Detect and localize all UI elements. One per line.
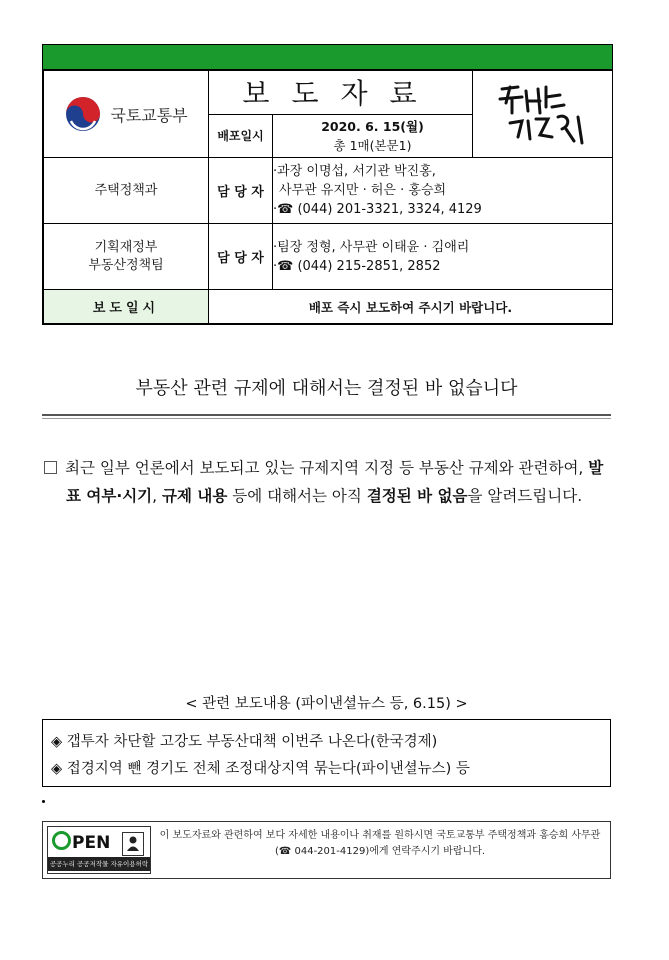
dept-line: 기획재정부 xyxy=(94,239,158,255)
distribution-label: 배포일시 xyxy=(209,114,273,158)
release-time-label: 보도일시 xyxy=(44,290,209,324)
body-text: 을 알려드립니다. xyxy=(467,487,583,505)
ministry-logo-cell xyxy=(44,71,209,158)
contact-line: ·팀장 정형, 사무관 이태윤 · 김애리 xyxy=(273,239,470,255)
distribution-pages: 총 1매(본문1) xyxy=(333,137,412,153)
related-news-item: ◈ 접경지역 뺀 경기도 전체 조정대상지역 묶는다(파이낸셜뉴스) 등 xyxy=(51,761,470,777)
ministry-name: 국토교통부 xyxy=(110,105,188,125)
body-bold: 결정된 바 없음 xyxy=(366,487,468,505)
related-news-title: < 관련 보도내용 (파이낸셜뉴스 등, 6.15) > xyxy=(185,696,468,712)
slogan-cell xyxy=(473,71,613,158)
headline: 부동산 관련 규제에 대해서는 결정된 바 없습니다 xyxy=(135,378,518,399)
open-license-badge xyxy=(47,826,151,874)
open-o-icon xyxy=(52,831,71,850)
body-bold: 발 xyxy=(588,459,604,477)
contact-moef xyxy=(273,224,613,290)
body-bold: 표 여부·시기 xyxy=(66,487,153,505)
release-notice: 배포 즉시 보도하여 주시기 바랍니다. xyxy=(209,290,613,324)
dept-housing-policy: 주택정책과 xyxy=(44,158,209,224)
doc-title: 보도자료 xyxy=(209,71,473,115)
header-table xyxy=(43,70,613,324)
manager-label: 담 당 자 xyxy=(209,224,273,290)
dept-line: 부동산정책팀 xyxy=(88,257,164,273)
distribution-value xyxy=(273,114,473,158)
ministry-emblem-icon xyxy=(64,95,102,133)
footer-contact-text: 이 보도자료와 관련하여 보다 자세한 내용이나 취재를 원하시면 국토교통부 주택정책과 홍승희 사무관(☎ 044-201-4129)에게 연락주시기 바랍니다. xyxy=(159,830,601,857)
headline-rule xyxy=(42,414,611,416)
body-paragraph xyxy=(44,454,609,510)
contact-housing-policy xyxy=(273,158,613,224)
checkbox-bullet-icon xyxy=(44,461,57,474)
body-text: 최근 일부 언론에서 보도되고 있는 규제지역 지정 등 부동산 규제와 관련하여, xyxy=(65,459,589,477)
distribution-date: 2020. 6. 15(월) xyxy=(321,118,424,134)
contact-line: 사무관 유지만 · 허은 · 홍승희 xyxy=(279,183,447,198)
contact-phone: ·☎ (044) 201-3321, 3324, 4129 xyxy=(273,202,482,217)
body-bold: 규제 내용 xyxy=(162,487,228,505)
open-license-subtext: 공공누리 공공저작물 자유이용허락 xyxy=(48,857,150,871)
header-green-bar xyxy=(43,45,612,70)
stray-dot xyxy=(42,800,45,803)
open-label: PEN xyxy=(72,833,111,853)
dept-moef-realestate xyxy=(44,224,209,290)
open-logo xyxy=(52,831,110,853)
press-release-header xyxy=(42,44,613,325)
related-news-item: ◈ 갭투자 차단할 고강도 부동산대책 이번주 나온다(한국경제) xyxy=(51,734,438,750)
manager-label: 담 당 자 xyxy=(209,158,273,224)
slogan-text: 힘내라 대한민국 xyxy=(487,77,495,78)
attribution-person-icon xyxy=(122,832,144,856)
headline-rule-thin xyxy=(42,418,611,419)
related-news-box xyxy=(42,719,611,787)
body-text: , xyxy=(152,487,163,505)
slogan-calligraphy xyxy=(488,77,598,147)
body-text: 등에 대해서는 아직 xyxy=(227,487,367,505)
contact-phone: ·☎ (044) 215-2851, 2852 xyxy=(273,258,441,274)
contact-line: ·과장 이명섭, 서기관 박진홍, xyxy=(273,164,436,179)
footer-box xyxy=(42,821,611,879)
